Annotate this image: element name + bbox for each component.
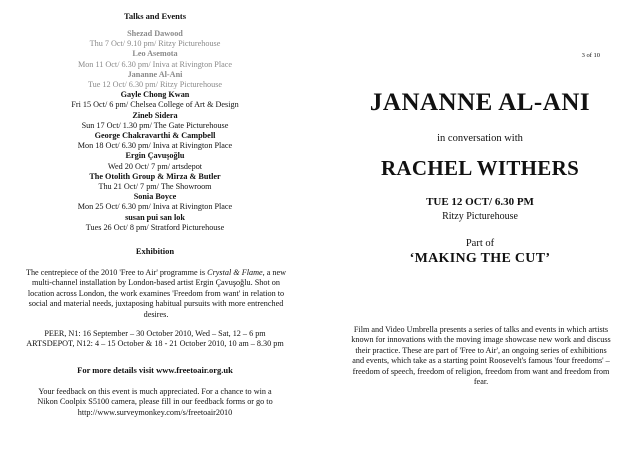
programme-intro: Film and Video Umbrella presents a series of talks and events in which artists known for innovations with the moving image showcase new work and discuss their practice. These are part of 'Free to Air', an ongoing series of exhibitions and events, which take as a starting point Roosevelt's famous 'four freedoms' – freedom of speech, freedom of religion, freedom from want and freedom from fear. (351, 325, 611, 387)
guest-name: RACHEL WITHERS (380, 156, 580, 180)
event-speaker: Zineb Sidera (132, 110, 178, 120)
event-item (0, 151, 310, 171)
exhibition-work-title: Crystal & Flame (207, 268, 263, 277)
artist-name: JANANNE AL-ANI (369, 89, 591, 116)
event-speaker: Shezad Dawood (127, 29, 183, 38)
event-item (0, 49, 310, 69)
events-list (0, 29, 310, 233)
event-details: Wed 20 Oct/ 7 pm/ artsdepot (107, 161, 203, 171)
event-details: Thu 7 Oct/ 9.10 pm/ Ritzy Picturehouse (89, 39, 221, 49)
in-conversation-with: in conversation with (437, 133, 523, 144)
event-details: Tues 26 Oct/ 8 pm/ Stratford Picturehouse (85, 222, 225, 232)
event-item (0, 90, 310, 110)
event-item (0, 111, 310, 131)
season-title: ‘MAKING THE CUT’ (409, 251, 551, 266)
event-speaker: Leo Asemota (132, 49, 178, 59)
event-speaker: George Chakravarthi & Campbell (94, 131, 216, 141)
exhibition-text-pre: The centrepiece of the 2010 'Free to Air' programme is (25, 268, 208, 277)
event-details: Mon 25 Oct/ 6.30 pm/ Iniva at Rivington Place (77, 202, 233, 212)
event-datetime: TUE 12 OCT/ 6.30 PM (426, 196, 534, 208)
event-item (0, 213, 310, 233)
event-speaker: susan pui san lok (125, 212, 185, 222)
exhibition-heading: Exhibition (135, 246, 175, 256)
part-of-label: Part of (465, 238, 495, 249)
event-details: Mon 11 Oct/ 6.30 pm/ Iniva at Rivington Place (77, 59, 233, 69)
more-details-link[interactable]: For more details visit www.freetoair.org.uk (77, 365, 233, 375)
event-item (0, 172, 310, 192)
event-details: Fri 15 Oct/ 6 pm/ Chelsea College of Art & Design (71, 100, 239, 110)
dates-artsdepot: ARTSDEPOT, N12: 4 – 15 October & 18 - 21 October 2010, 10 am – 8.30 pm (26, 339, 284, 349)
event-details: Tue 12 Oct/ 6.30 pm/ Ritzy Picturehouse (87, 80, 223, 90)
event-speaker: Ergin Çavuşoğlu (125, 151, 185, 161)
right-page (320, 0, 640, 452)
event-speaker: Jananne Al-Ani (127, 69, 183, 79)
event-speaker: Gayle Chong Kwan (120, 90, 190, 100)
event-speaker: The Otolith Group & Mirza & Butler (89, 171, 221, 181)
event-item (0, 192, 310, 212)
talks-events-heading: Talks and Events (123, 11, 187, 21)
exhibition-dates (0, 329, 310, 350)
event-details: Mon 18 Oct/ 6.30 pm/ Iniva at Rivington Place (77, 141, 233, 151)
event-item (0, 70, 310, 90)
event-speaker: Sonia Boyce (133, 192, 177, 202)
exhibition-description (18, 268, 294, 320)
event-details: Sun 17 Oct/ 1.30 pm/ The Gate Picturehouse (81, 120, 229, 130)
page-number: 3 of 10 (581, 52, 600, 59)
event-item (0, 29, 310, 49)
event-item (0, 131, 310, 151)
dates-peer: PEER, N1: 16 September – 30 October 2010, Wed – Sat, 12 – 6 pm (44, 329, 266, 338)
exhibition-text-post: , a new multi-channel installation by London-based artist Ergin Çavuşoğlu. Shot on location across London, the work examines 'Freedom from want' in relation to social and material needs, juxtaposing habitual pursuits with more entrenched desires. (27, 268, 287, 319)
feedback-note: Your feedback on this event is much appreciated. For a chance to win a Nikon Coolpix S5100 camera, please fill in our feedback forms or go to http://www.surveymonkey.com/s/freetoair2010 (37, 387, 273, 417)
event-venue: Ritzy Picturehouse (442, 211, 518, 222)
event-details: Thu 21 Oct/ 7 pm/ The Showroom (98, 182, 212, 192)
